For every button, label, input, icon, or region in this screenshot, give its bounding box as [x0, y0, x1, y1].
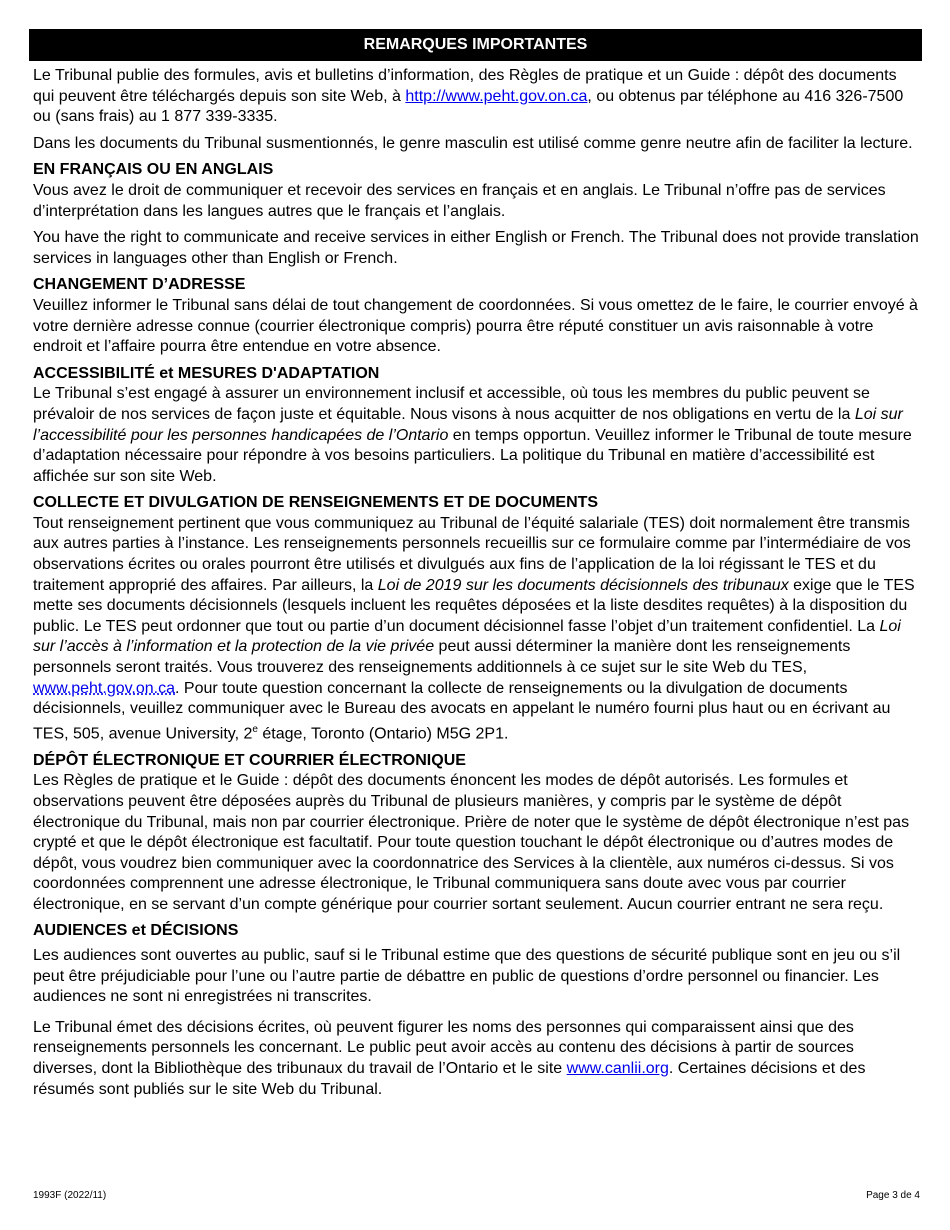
language-paragraph-fr: Vous avez le droit de communiquer et recevoir des services en français et en anglais. Le Tribunal n’offre pas de services d’interprétation dans les langues autres que le français et l’anglais. [33, 181, 886, 220]
accessibility-paragraph: Le Tribunal s’est engagé à assurer un environnement inclusif et accessible, où tous les membres du public peuvent se prévaloir de nos services de façon juste et équitable. Nous visons à nous acquitter de nos obligations en vertu de la Loi sur l’accessibilité pour les personnes handicapées de l’Ontario en temps opportun. Veuillez informer le Tribunal de toute mesure d’adaptation nécessaire pour répondre à vos besoins particuliers. La politique du Tribunal en matière d’accessibilité est affichée sur son site Web. [33, 385, 912, 485]
tes-website-link[interactable]: www.peht.gov.on.ca [33, 679, 176, 697]
hearings-paragraph-2: Le Tribunal émet des décisions écrites, où peuvent figurer les noms des personnes qui comparaissent ainsi que des renseignements personnels les concernant. Le public peut avoir accès au contenu des décisions à partir de sources diverses, dont la Bibliothèque des tribunaux du travail de l’Ontario et le site www.canlii.org. Certaines décisions et des résumés sont publiés sur le site Web du Tribunal. [33, 1018, 866, 1098]
heading-efiling: DÉPÔT ÉLECTRONIQUE ET COURRIER ÉLECTRONIQUE [33, 751, 466, 769]
heading-address-change: CHANGEMENT D’ADRESSE [33, 276, 246, 294]
document-body [33, 66, 919, 1106]
law-title: Loi sur l’accès à l’information et la protection de la vie privée [33, 617, 901, 656]
canlii-link[interactable]: www.canlii.org [566, 1060, 669, 1078]
heading-hearings: AUDIENCES et DÉCISIONS [33, 922, 239, 940]
intro-paragraph-2: Dans les documents du Tribunal susmentionnés, le genre masculin est utilisé comme genre neutre afin de faciliter la lecture. [33, 134, 913, 152]
form-identifier: 1993F (2022/11) [33, 1190, 107, 1201]
language-paragraph-en: You have the right to communicate and receive services in either English or French. The Tribunal does not provide translation services in languages other than English or French. [33, 229, 919, 267]
address-paragraph: Veuillez informer le Tribunal sans délai de tout changement de coordonnées. Si vous omettez de le faire, le courrier envoyé à votre dernière adresse connue (courrier électronique compris) pourra être réputé constituer un avis raisonnable à votre endroit et l’affaire pourra être entendue en votre absence. [33, 296, 918, 356]
section-banner: REMARQUES IMPORTANTES [29, 29, 922, 61]
heading-language: EN FRANÇAIS OU EN ANGLAIS [33, 161, 274, 179]
collection-paragraph: Tout renseignement pertinent que vous communiquez au Tribunal de l’équité salariale (TES) doit normalement être transmis aux autres parties à l’instance. Les renseignements personnels recueillis sur ce formulaire comme par l’intermédiaire de vos observations écrites ou orales pourront être utilisés et divulgués aux fins de l’application de la loi régissant le TES et du traitement approprié des affaires. Par ailleurs, la Loi de 2019 sur les documents décisionnels des tribunaux exige que le TES mette ses documents décisionnels (lesquels incluent les requêtes déposées et la liste desdites requêtes) à la disposition du public. Le TES peut ordonner que tout ou partie d’un document décisionnel fasse l’objet d’un traitement confidentiel. La Loi sur l’accès à l’information et la protection de la vie privée peut aussi déterminer la manière dont les renseignements personnels seront traités. Vous trouverez des renseignements additionnels à ce sujet sur le site Web du TES, www.peht.gov.on.ca. Pour toute question concernant la collecte de renseignements ou la divulgation de documents décisionnels, veuillez communiquer avec le Bureau des avocats en appelant le numéro fourni plus haut ou en écrivant au TES, 505, avenue University, 2e étage, Toronto (Ontario) M5G 2P1. [33, 514, 915, 743]
law-title: Loi sur l’accessibilité pour les personnes handicapées de l’Ontario [33, 405, 903, 444]
efiling-paragraph: Les Règles de pratique et le Guide : dépôt des documents énoncent les modes de dépôt autorisés. Les formules et observations peuvent être déposées auprès du Tribunal de plusieurs manières, y compris par le système de dépôt électronique du Tribunal, mais non par courrier électronique. Prière de noter que le système de dépôt électronique n’est pas crypté et que le dépôt électronique est facultatif. Pour toute question touchant le dépôt électronique ou d’autres modes de dépôt, vous voudrez bien communiquer avec la coordonnatrice des Services à la clientèle, aux numéros ci-dessus. Si vos coordonnées comprennent une adresse électronique, le Tribunal communiquera sans doute avec vous par courrier électronique, en se servant d’un compte générique pour courrier sortant seulement. Aucun courrier entrant ne sera reçu. [33, 772, 910, 913]
intro-paragraph-1: Le Tribunal publie des formules, avis et bulletins d’information, des Règles de pratique et un Guide : dépôt des documents qui peuvent être téléchargés depuis son site Web, à http://www.peht.gov.on.ca, ou obtenus par téléphone au 416 326-7500 ou (sans frais) au 1 877 339-3335. [33, 67, 904, 126]
law-title: Loi de 2019 sur les documents décisionnels des tribunaux [377, 576, 789, 594]
heading-collection: COLLECTE ET DIVULGATION DE RENSEIGNEMENTS ET DE DOCUMENTS [33, 494, 599, 512]
page-number: Page 3 de 4 [866, 1190, 920, 1201]
hearings-paragraph-1: Les audiences sont ouvertes au public, sauf si le Tribunal estime que des questions de sécurité publique sont en jeu ou s’il peut être préjudiciable pour l’une ou l’autre partie de débattre en public de questions d’ordre personnel ou financier. Les audiences ne sont ni enregistrées ni transcrites. [33, 947, 901, 1006]
heading-accessibility: ACCESSIBILITÉ et MESURES D'ADAPTATION [33, 364, 380, 382]
website-link[interactable]: http://www.peht.gov.on.ca [405, 87, 588, 105]
